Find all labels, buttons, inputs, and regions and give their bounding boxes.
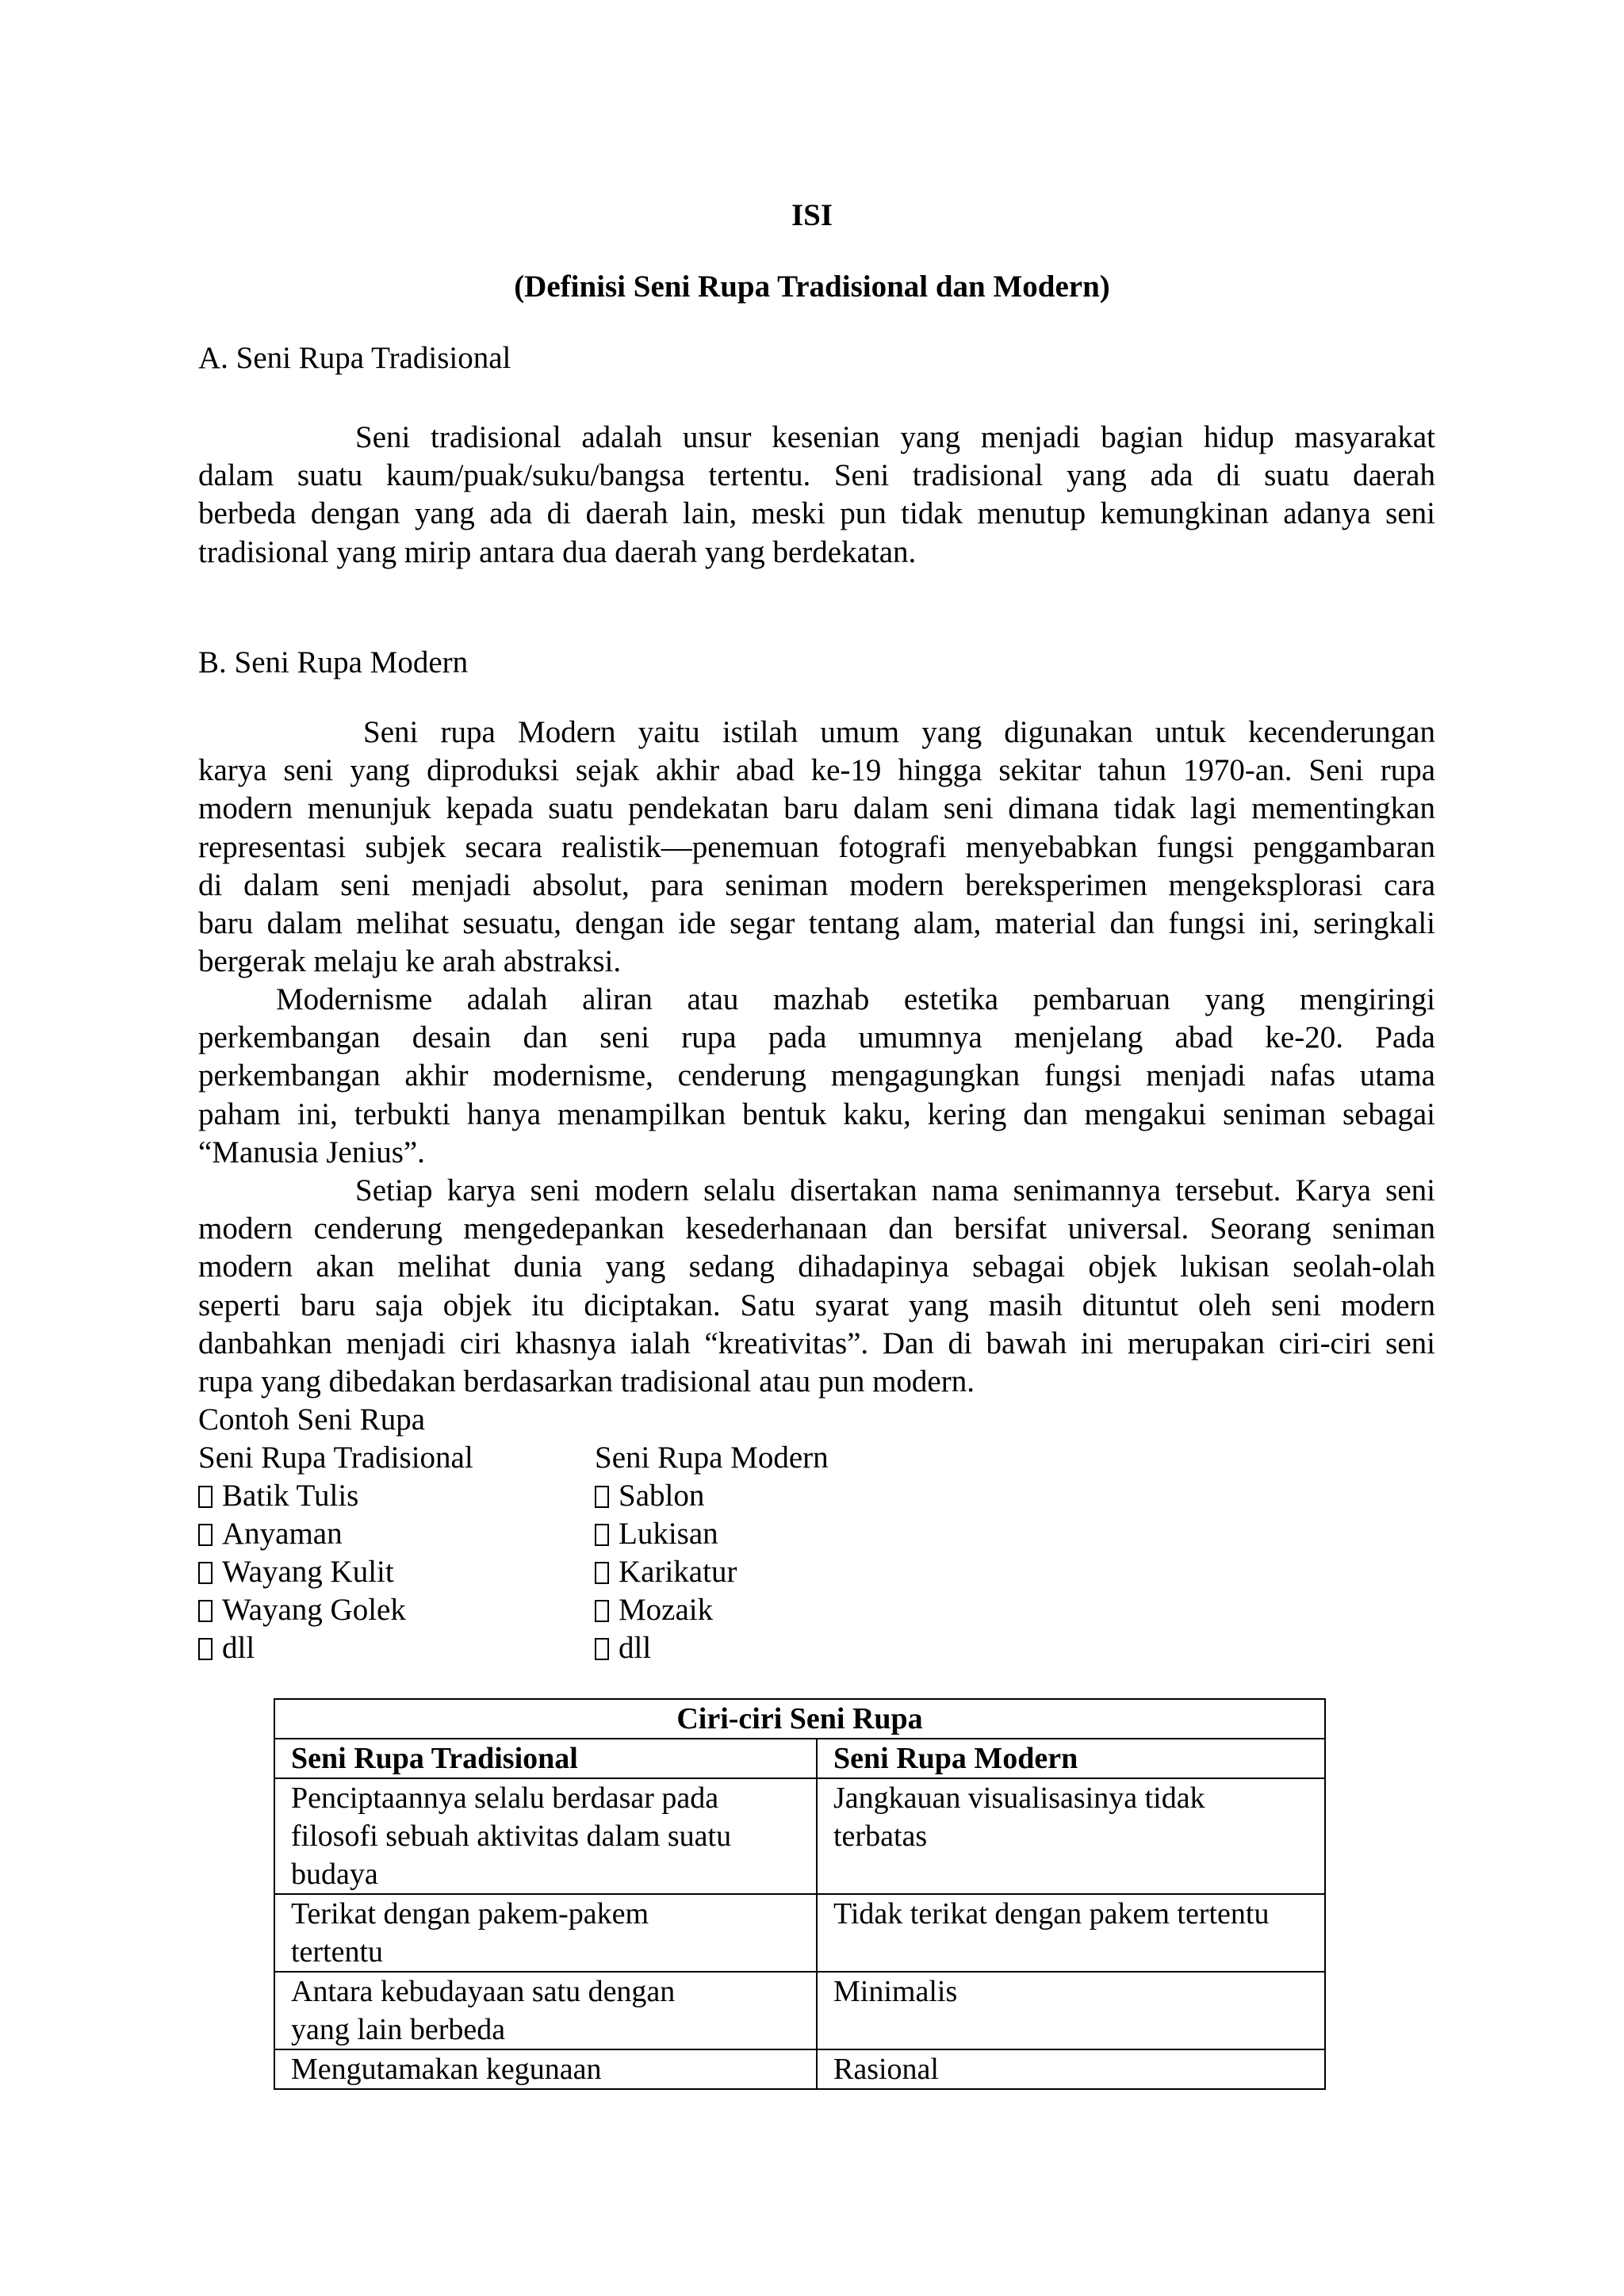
column-header-modern: Seni Rupa Modern <box>817 1739 1325 1778</box>
modern-examples-list <box>595 1439 829 1667</box>
cell-line: tertentu <box>291 1935 384 1969</box>
cell-line: yang lain berbeda <box>291 2013 506 2046</box>
table-caption: Ciri-ciri Seni Rupa <box>274 1699 1325 1739</box>
paragraph-line: baru dalam melihat sesuatu, dengan ide segar tentang alam, material dan fungsi ini, seringkali <box>198 905 1435 940</box>
list-item-label: Wayang Kulit <box>222 1555 394 1589</box>
list-item-label: Lukisan <box>619 1517 718 1551</box>
paragraph-line: karya seni yang diproduksi sejak akhir abad ke-19 hingga sekitar tahun 1970-an. Seni rupa <box>198 753 1435 788</box>
cell-line: Jangkauan visualisasinya tidak <box>833 1781 1205 1815</box>
list-item-label: Wayang Golek <box>222 1593 406 1627</box>
cell-line: Minimalis <box>833 1975 958 2008</box>
page-title: ISI <box>791 198 833 232</box>
paragraph-line: “Manusia Jenius”. <box>198 1135 425 1169</box>
column-header-traditional: Seni Rupa Tradisional <box>274 1739 817 1778</box>
cell-line: Mengutamakan kegunaan <box>291 2053 602 2086</box>
paragraph-line: Seni rupa Modern yaitu istilah umum yang digunakan untuk kecenderungan <box>363 715 1435 749</box>
list-item-label: Mozaik <box>619 1593 714 1627</box>
table-cell <box>274 1972 817 2049</box>
characteristics-table <box>274 1698 1326 2090</box>
examples-heading: Contoh Seni Rupa <box>198 1402 426 1437</box>
paragraph-line: modern menunjuk kepada suatu pendekatan baru dalam seni dimana tidak lagi mementingkan <box>198 791 1435 826</box>
traditional-examples-label: Seni Rupa Tradisional <box>198 1441 473 1475</box>
table-row <box>274 1894 1325 1972</box>
cell-line: Penciptaannya selalu berdasar pada <box>291 1781 719 1815</box>
cell-line: terbatas <box>833 1820 928 1853</box>
checkbox-bullet-icon <box>595 1486 609 1508</box>
checkbox-bullet-icon <box>198 1486 213 1508</box>
cell-line: Antara kebudayaan satu dengan <box>291 1975 676 2008</box>
list-item <box>198 1629 473 1667</box>
list-item-label: Sablon <box>619 1479 705 1513</box>
paragraph-line: bergerak melaju ke arah abstraksi. <box>198 944 622 979</box>
section-b-paragraph-3 <box>198 1172 1435 1401</box>
list-item-label: Karikatur <box>619 1555 737 1589</box>
paragraph-line: tradisional yang mirip antara dua daerah yang berdekatan. <box>198 534 917 569</box>
paragraph-line: rupa yang dibedakan berdasarkan tradisional atau pun modern. <box>198 1364 975 1399</box>
modern-examples-label: Seni Rupa Modern <box>595 1441 829 1475</box>
cell-line: filosofi sebuah aktivitas dalam suatu <box>291 1820 732 1853</box>
table-header-row <box>274 1739 1325 1778</box>
section-a-heading: A. Seni Rupa Tradisional <box>198 341 511 375</box>
cell-line: Terikat dengan pakem-pakem <box>291 1897 649 1931</box>
table-cell <box>274 1778 817 1894</box>
table-caption-row <box>274 1699 1325 1739</box>
table-cell <box>274 2049 817 2089</box>
checkbox-bullet-icon <box>595 1524 609 1546</box>
list-item-label: Batik Tulis <box>222 1479 359 1513</box>
checkbox-bullet-icon <box>198 1562 213 1584</box>
list-item <box>198 1477 473 1515</box>
paragraph-line: dalam suatu kaum/puak/suku/bangsa tertentu. Seni tradisional yang ada di suatu daerah <box>198 458 1435 493</box>
list-item <box>198 1553 473 1591</box>
paragraph-line: perkembangan desain dan seni rupa pada umumnya menjelang abad ke-20. Pada <box>198 1020 1435 1055</box>
list-item <box>595 1515 829 1553</box>
checkbox-bullet-icon <box>198 1600 213 1622</box>
paragraph-line: berbeda dengan yang ada di daerah lain, meski pun tidak menutup kemungkinan adanya seni <box>198 496 1435 531</box>
list-item-label: Anyaman <box>222 1517 343 1551</box>
checkbox-bullet-icon <box>595 1600 609 1622</box>
paragraph-line: di dalam seni menjadi absolut, para seniman modern bereksperimen mengeksplorasi cara <box>198 867 1435 902</box>
section-b-paragraph-1 <box>198 714 1435 981</box>
paragraph-line: Setiap karya seni modern selalu disertakan nama senimannya tersebut. Karya seni <box>355 1173 1435 1207</box>
cell-line: Tidak terikat dengan pakem tertentu <box>833 1897 1270 1931</box>
list-item <box>198 1591 473 1629</box>
section-a-paragraph <box>198 419 1435 572</box>
list-item-label: dll <box>222 1631 255 1665</box>
cell-line: Rasional <box>833 2053 939 2086</box>
table-row <box>274 1778 1325 1894</box>
list-item <box>198 1515 473 1553</box>
list-item <box>595 1477 829 1515</box>
table-cell <box>817 1894 1325 1972</box>
paragraph-line: danbahkan menjadi ciri khasnya ialah “kreativitas”. Dan di bawah ini merupakan ciri-ciri seni <box>198 1326 1435 1360</box>
table-cell <box>817 1972 1325 2049</box>
section-b-paragraph-2 <box>198 981 1435 1172</box>
paragraph-line: perkembangan akhir modernisme, cenderung mengagungkan fungsi menjadi nafas utama <box>198 1058 1435 1093</box>
paragraph-line: Modernisme adalah aliran atau mazhab estetika pembaruan yang mengiringi <box>276 982 1435 1016</box>
checkbox-bullet-icon <box>595 1562 609 1584</box>
table-row <box>274 1972 1325 2049</box>
table-cell <box>817 1778 1325 1894</box>
list-item <box>595 1553 829 1591</box>
paragraph-line: representasi subjek secara realistik—penemuan fotografi menyebabkan fungsi penggambaran <box>198 829 1435 864</box>
paragraph-line: modern cenderung mengedepankan kesederhanaan dan bersifat universal. Seorang seniman <box>198 1211 1435 1246</box>
table-row <box>274 2049 1325 2089</box>
page-subtitle: (Definisi Seni Rupa Tradisional dan Modern) <box>514 270 1110 304</box>
paragraph-line: seperti baru saja objek itu diciptakan. Satu syarat yang masih dituntut oleh seni modern <box>198 1288 1435 1322</box>
paragraph-line: Seni tradisional adalah unsur kesenian yang menjadi bagian hidup masyarakat <box>355 420 1435 454</box>
list-item-label: dll <box>619 1631 652 1665</box>
traditional-examples-list <box>198 1439 473 1667</box>
section-b-heading: B. Seni Rupa Modern <box>198 645 469 679</box>
list-item <box>595 1591 829 1629</box>
checkbox-bullet-icon <box>198 1638 213 1660</box>
paragraph-line: modern akan melihat dunia yang sedang dihadapinya sebagai objek lukisan seolah-olah <box>198 1249 1435 1284</box>
checkbox-bullet-icon <box>198 1524 213 1546</box>
table-cell <box>274 1894 817 1972</box>
paragraph-line: paham ini, terbukti hanya menampilkan bentuk kaku, kering dan mengakui seniman sebagai <box>198 1096 1435 1131</box>
checkbox-bullet-icon <box>595 1638 609 1660</box>
table-cell <box>817 2049 1325 2089</box>
cell-line: budaya <box>291 1858 378 1891</box>
list-item <box>595 1629 829 1667</box>
